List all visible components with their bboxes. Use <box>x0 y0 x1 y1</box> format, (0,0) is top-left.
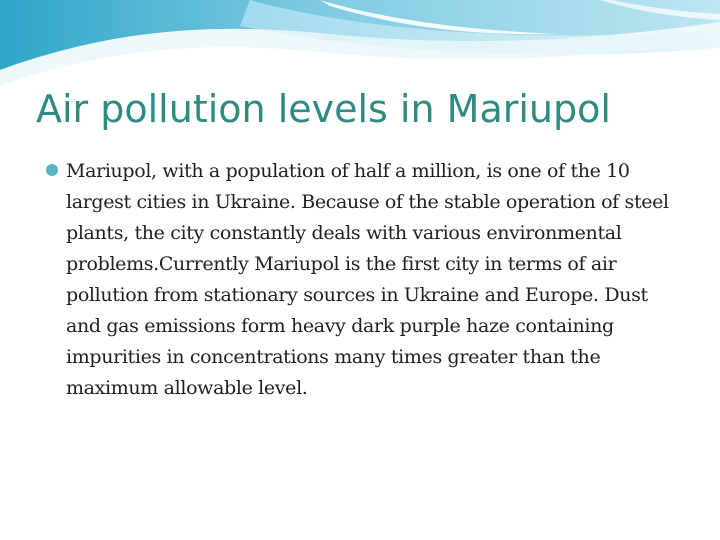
slide-title: Air pollution levels in Mariupol <box>36 87 611 131</box>
bullet-item <box>46 156 686 404</box>
slide-content <box>46 156 686 404</box>
bullet-dot-icon <box>46 164 58 176</box>
header-wave-decoration <box>0 0 720 90</box>
bullet-text: Mariupol, with a population of half a million, is one of the 10 largest cities in Ukraine. Because of the stable operation of steel plants, the city constantly deals with various environmental problems.Currently Mariupol is the first city in terms of air pollution from stationary sources in Ukraine and Europe. Dust and gas emissions form heavy dark purple haze containing impurities in concentrations many times greater than the maximum allowable level. <box>66 160 669 399</box>
